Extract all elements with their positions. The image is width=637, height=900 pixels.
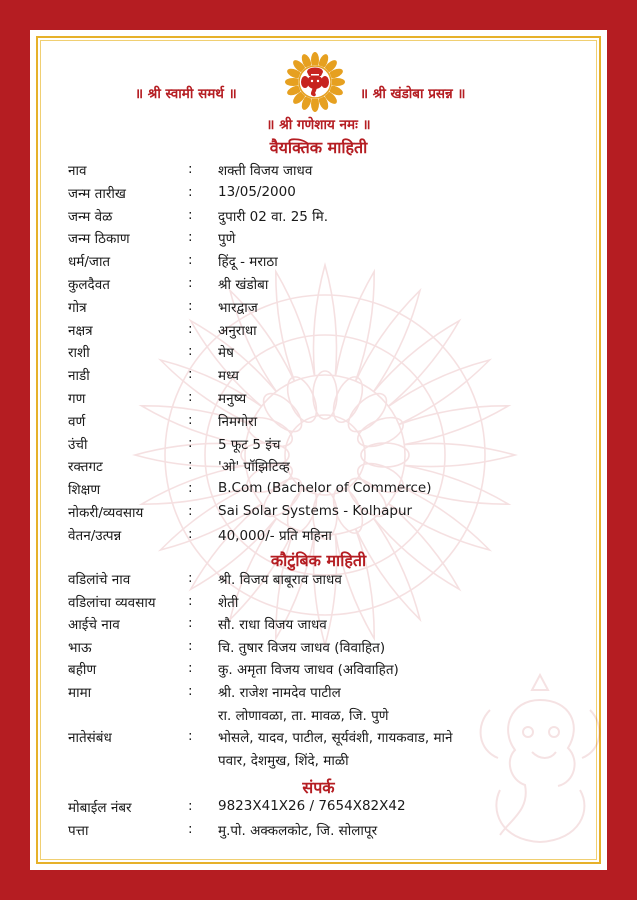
detail-label: जन्म तारीख: [68, 185, 126, 202]
detail-value: सौ. राधा विजय जाधव: [218, 617, 327, 634]
detail-label: वेतन/उत्पन्न: [68, 527, 122, 544]
section-title-personal: वैयक्तिक माहिती: [269, 138, 368, 157]
detail-value: मनुष्य: [218, 391, 247, 407]
detail-separator: :: [188, 592, 193, 609]
detail-separator: :: [188, 275, 193, 291]
detail-label: उंची: [68, 436, 88, 453]
detail-label: पत्ता: [68, 823, 89, 839]
detail-label: आईचे नाव: [68, 617, 120, 634]
detail-value: रा. लोणावळा, ता. मावळ, जि. पुणे: [218, 707, 389, 724]
detail-separator: :: [188, 161, 193, 177]
section-title-family: कौटुंबिक माहिती: [270, 551, 367, 570]
detail-label: शिक्षण: [68, 482, 101, 499]
detail-separator: :: [188, 434, 193, 451]
detail-separator: :: [188, 389, 193, 405]
detail-separator: :: [188, 206, 193, 223]
detail-separator: :: [188, 229, 193, 246]
detail-value: मध्य: [218, 368, 239, 385]
detail-value: 13/05/2000: [218, 183, 296, 200]
detail-separator: :: [188, 798, 193, 814]
detail-value: चि. तुषार विजय जाधव (विवाहित): [218, 639, 386, 656]
ganeshaya-mantra: ॥ श्री गणेशाय नमः ॥: [266, 117, 371, 133]
detail-label: कुलदैवत: [68, 277, 110, 293]
detail-separator: :: [188, 297, 193, 314]
detail-value: भारद्वाज: [218, 299, 258, 316]
ganesha-logo-icon: [285, 52, 345, 112]
detail-separator: :: [188, 570, 193, 586]
detail-label: जन्म वेळ: [68, 208, 113, 225]
detail-separator: :: [188, 637, 193, 654]
detail-value: 5 फूट 5 इंच: [218, 436, 281, 453]
detail-label: राशी: [68, 345, 90, 362]
detail-label: धर्म/जात: [68, 254, 111, 271]
section-title-contact: संपर्क: [302, 778, 335, 797]
detail-separator: :: [188, 457, 193, 474]
detail-label: बहीण: [68, 662, 97, 679]
detail-value: 40,000/- प्रति महिना: [218, 527, 332, 544]
detail-separator: :: [188, 615, 193, 632]
detail-label: वडिलांचे नाव: [68, 572, 131, 588]
detail-value: शक्ती विजय जाधव: [218, 163, 313, 179]
detail-value: B.Com (Bachelor of Commerce): [218, 480, 432, 497]
detail-separator: :: [188, 320, 193, 337]
detail-label: रक्तगट: [68, 459, 103, 476]
biodata-content: [30, 30, 607, 870]
detail-separator: :: [188, 821, 193, 837]
swami-samarth-blessing: ॥ श्री स्वामी समर्थ ॥: [135, 86, 237, 102]
detail-value: Sai Solar Systems - Kolhapur: [218, 503, 413, 519]
detail-value: हिंदू - मराठा: [218, 254, 278, 271]
detail-label: नातेसंबंध: [68, 730, 112, 747]
detail-value: श्री खंडोबा: [218, 277, 269, 293]
detail-value: मेष: [218, 345, 234, 362]
detail-separator: :: [188, 411, 193, 428]
detail-label: नोकरी/व्यवसाय: [68, 505, 144, 521]
detail-label: जन्म ठिकाण: [68, 231, 130, 248]
detail-label: गोत्र: [68, 299, 87, 316]
detail-separator: :: [188, 252, 193, 269]
detail-separator: :: [188, 503, 193, 519]
detail-label: वर्ण: [68, 413, 86, 430]
detail-label: भाऊ: [68, 639, 92, 656]
detail-label: नक्षत्र: [68, 322, 93, 339]
detail-value: पवार, देशमुख, शिंदे, माळी: [218, 752, 349, 769]
khandoba-blessing: ॥ श्री खंडोबा प्रसन्न ॥: [360, 86, 466, 102]
detail-value: अनुराधा: [218, 322, 257, 339]
detail-label: नाव: [68, 163, 87, 179]
detail-value: श्री. राजेश नामदेव पाटील: [218, 685, 341, 701]
detail-label: नाडी: [68, 368, 90, 385]
detail-value: मु.पो. अक्कलकोट, जि. सोलापूर: [218, 823, 378, 839]
detail-value: दुपारी 02 वा. 25 मि.: [218, 208, 329, 225]
detail-separator: :: [188, 728, 193, 745]
detail-separator: :: [188, 343, 193, 360]
detail-separator: :: [188, 525, 193, 542]
detail-separator: :: [188, 366, 193, 383]
detail-value: कु. अमृता विजय जाधव (अविवाहित): [218, 662, 399, 679]
detail-label: गण: [68, 391, 86, 407]
detail-value: भोसले, यादव, पाटील, सूर्यवंशी, गायकवाड, माने: [218, 730, 453, 747]
detail-separator: :: [188, 183, 193, 200]
detail-separator: :: [188, 480, 193, 497]
detail-separator: :: [188, 683, 193, 699]
detail-value: 'ओ' पॉझिटिव्ह: [218, 459, 290, 476]
detail-value: श्री. विजय बाबूराव जाधव: [218, 572, 342, 588]
detail-label: वडिलांचा व्यवसाय: [68, 594, 156, 611]
detail-label: मोबाईल नंबर: [68, 800, 132, 816]
detail-value: पुणे: [218, 231, 236, 248]
biodata-card: [30, 30, 607, 870]
detail-value: 9823X41X26 / 7654X82X42: [218, 798, 406, 814]
detail-label: मामा: [68, 685, 92, 701]
detail-value: शेती: [218, 594, 239, 611]
detail-value: निमगोरा: [218, 413, 258, 430]
detail-separator: :: [188, 660, 193, 677]
